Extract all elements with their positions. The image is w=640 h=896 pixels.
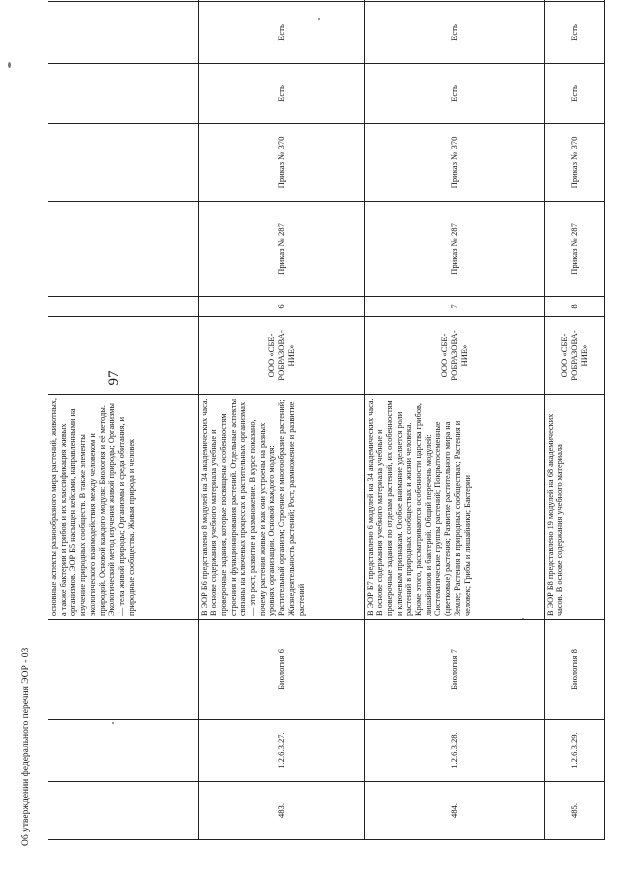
cell-description: основные аспекты разнообразного мира растений, животных, а также бактерии и грибов и их классификация живых организмов. ЭОР Б5 насыщен кейсами, направленными на изучение природных сообществ. В также элементы экологического взаимодействия между человеком и природой. Основой каждого модуля: Биология и её методы. Экологический метод изучения живой природы; Организмы — тела живой природы; Организмы и среда обитания, и природные сообщества. Живая природа и человек (48, 395, 198, 620)
cell-availability-3 (544, 0, 604, 2)
cell-order-2 (48, 124, 198, 202)
cell-order-2: Приказ № 370 (364, 124, 544, 202)
table-row (198, 0, 364, 840)
cell-availability-1: Есть (198, 64, 364, 124)
cell-availability-1: Есть (544, 64, 604, 124)
cell-order-1: Приказ № 287 (364, 202, 544, 297)
page-number: 97 (106, 370, 122, 386)
cell-row-number: 485. (544, 782, 604, 840)
rotated-table-wrapper (48, 24, 604, 840)
cell-publisher: ООО «СБЕ-РОБРАЗОВА-НИЕ» (364, 317, 544, 395)
cell-availability-3 (198, 0, 364, 2)
cell-order-1: Приказ № 287 (198, 202, 364, 297)
cell-availability-2: Есть (544, 2, 604, 64)
cell-grade: 7 (364, 297, 544, 317)
cell-availability-2 (48, 2, 198, 64)
cell-row-number: 484. (364, 782, 544, 840)
cell-availability-2: Есть (364, 2, 544, 64)
cell-publisher: ООО «СБЕ-РОБРАЗОВА-НИЕ» (198, 317, 364, 395)
cell-availability-3 (48, 0, 198, 2)
cell-title: Биология 7 (364, 620, 544, 720)
cell-code: 1.2.6.3.28. (364, 720, 544, 782)
cell-publisher (48, 317, 198, 395)
cell-code: 1.2.6.3.27. (198, 720, 364, 782)
cell-title: Биология 6 (198, 620, 364, 720)
cell-code (48, 720, 198, 782)
cell-code: 1.2.6.3.29. (544, 720, 604, 782)
cell-availability-1 (48, 64, 198, 124)
cell-grade (48, 297, 198, 317)
cell-order-2: Приказ № 370 (198, 124, 364, 202)
cell-availability-2: Есть (198, 2, 364, 64)
table-row (364, 0, 544, 840)
cell-title (48, 620, 198, 720)
cell-description: В ЭОР Б6 представлено 8 модулей на 34 академических часа. В основе содержания учебного материала учебные и проверочные задания, которые посвящены особенностям строения и функционирования растений. Отдельные аспекты связаны на ключевых процессах в растительных организмах — это рост, развитие и размножение. В курсе показано, почему растения живые и как они устроены на разных уровнях организации. Основой каждого модуля: Растительный организм; Строение и многообразие растений; Жизнедеятельность растений; Рост, размножение и развитие растений (198, 395, 364, 620)
table-row (48, 0, 198, 840)
cell-row-number: 483. (198, 782, 364, 840)
cell-grade: 8 (544, 297, 604, 317)
cell-availability-3 (364, 0, 544, 2)
cell-description: В ЭОР Б7 представлено 6 модулей на 34 академических часа. В основе содержания учебного материала учебные и проверочные задания по отделам растений, их особенностям и ключевым признакам. Особое внимание уделяется роли растений в природных сообществах и жизни человека. Кроме этого, рассматриваются особенности царства грибов, лишайников и бактерий. Общий перечень модулей: Систематические группы растений; Покрытосеменные (цветковые) растения; Развитие растительного мира на Земле; Растения в природных сообществах; Растения и человек; Грибы и лишайники; Бактерии (364, 395, 544, 620)
cell-order-2: Приказ № 370 (544, 124, 604, 202)
footnote: Об утверждении федерального перечня ЭОР - 03 (21, 647, 31, 846)
table-row (544, 0, 604, 840)
eor-register-table (48, 0, 605, 840)
cell-availability-1: Есть (364, 64, 544, 124)
cell-order-1 (48, 202, 198, 297)
cell-order-1: Приказ № 287 (544, 202, 604, 297)
cell-title: Биология 8 (544, 620, 604, 720)
cell-description: В ЭОР Б8 представлено 19 модулей на 68 академических часов. В основе содержания учебного материала (544, 395, 604, 620)
cell-publisher: ООО «СБЕ-РОБРАЗОВА-НИЕ» (544, 317, 604, 395)
scan-speck (8, 62, 11, 68)
cell-grade: 6 (198, 297, 364, 317)
cell-row-number (48, 782, 198, 840)
